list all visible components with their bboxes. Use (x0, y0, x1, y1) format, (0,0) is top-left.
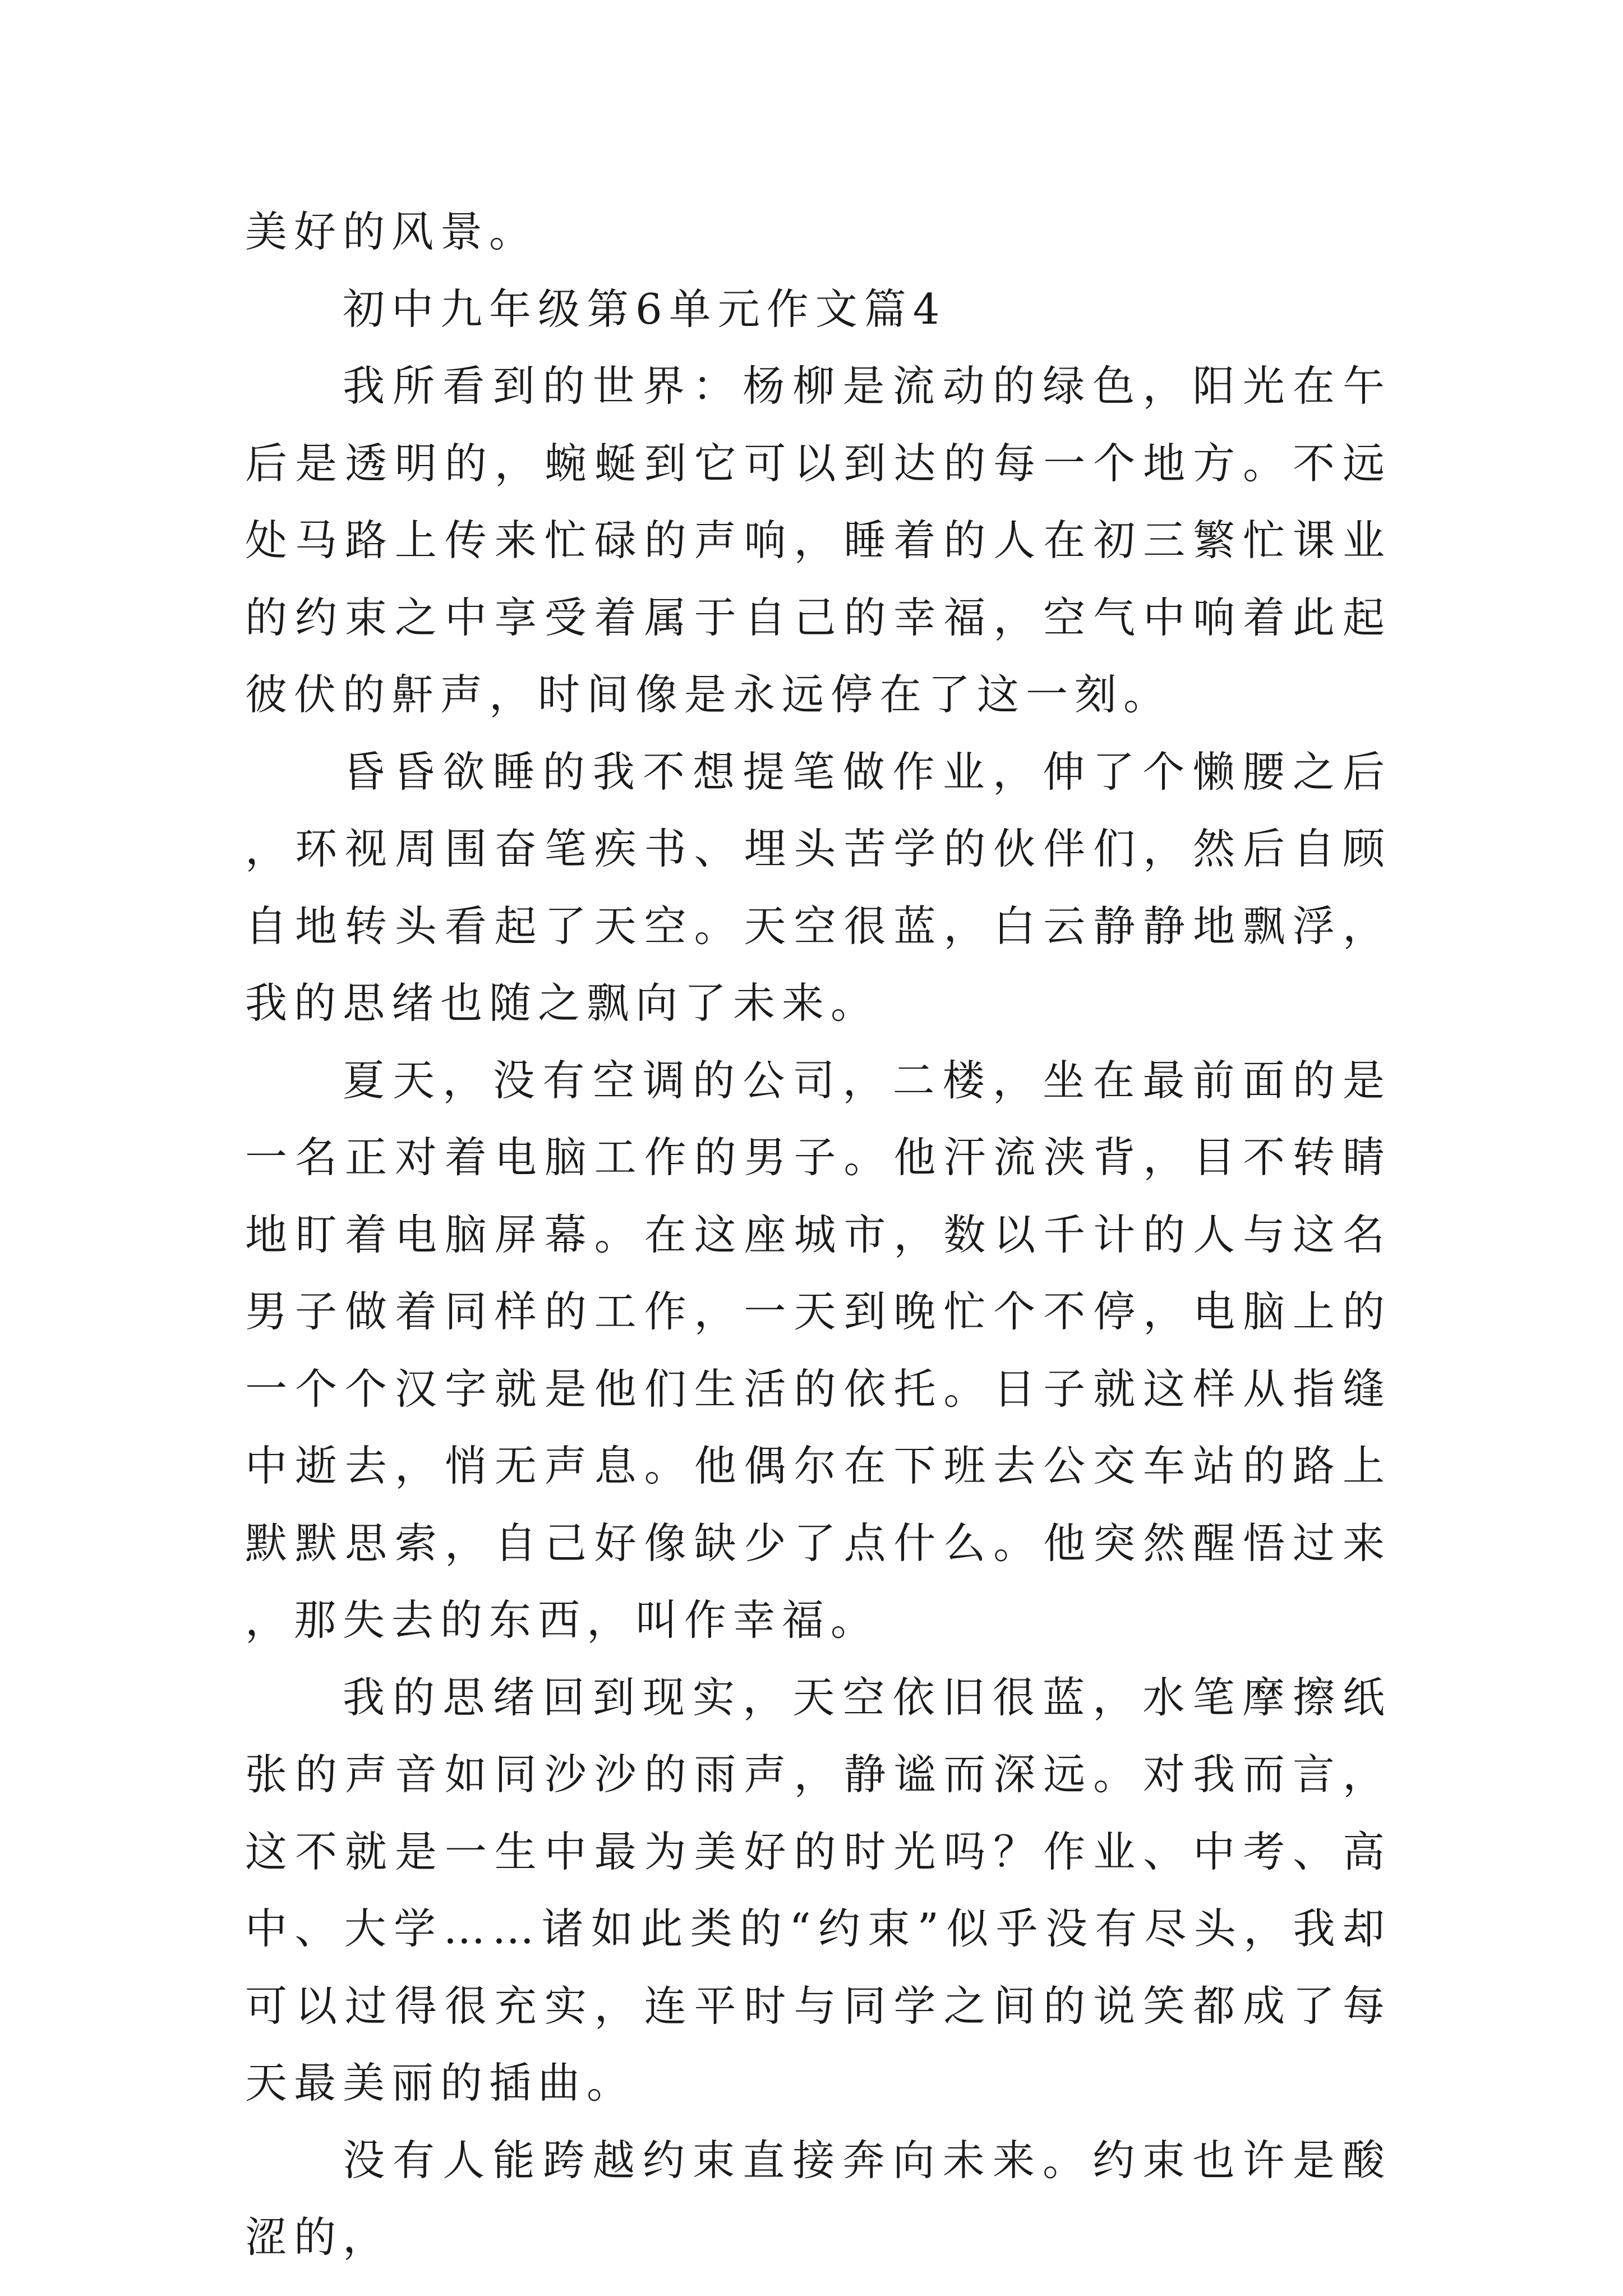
essay-paragraph: 夏天，没有空调的公司，二楼，坐在最前面的是一名正对着电脑工作的男子。他汗流浃背，目不转睛地盯着电脑屏幕。在这座城市，数以千计的人与这名男子做着同样的工作，一天到晚忙个不停，电脑上的一个个汉字就是他们生活的依托。日子就这样从指缝中逝去，悄无声息。他偶尔在下班去公交车站的路上默默思索，自己好像缺少了点什么。他突然醒悟过来，那失去的东西，叫作幸福。 (245, 1055, 1391, 1645)
essay-paragraph: 我的思绪回到现实，天空依旧很蓝，水笔摩擦纸张的声音如同沙沙的雨声，静谧而深远。对我而言，这不就是一生中最为美好的时光吗？作业、中考、高中、大学……诸如此类的“约束”似乎没有尽头，我却可以过得很充实，连平时与同学之间的说笑都成了每天最美丽的插曲。 (245, 1672, 1391, 2108)
essay-paragraph: 昏昏欲睡的我不想提笔做作业，伸了个懒腰之后，环视周围奋笔疾书、埋头苦学的伙伴们，然后自顾自地转头看起了天空。天空很蓝，白云静静地飘浮，我的思绪也随之飘向了未来。 (245, 747, 1391, 1028)
essay-paragraph: 没有人能跨越约束直接奔向未来。约束也许是酸涩的， (245, 2135, 1391, 2262)
essay-heading: 初中九年级第6单元作文篇4 (343, 284, 947, 334)
essay-paragraph: 我所看到的世界：杨柳是流动的绿色，阳光在午后是透明的，蜿蜒到它可以到达的每一个地方。不远处马路上传来忙碌的声响，睡着的人在初三繁忙课业的约束之中享受着属于自己的幸福，空气中响着此起彼伏的鼾声，时间像是永远停在了这一刻。 (245, 361, 1391, 719)
document-body (245, 194, 1391, 2276)
continuation-line: 美好的风景。 (245, 207, 538, 256)
